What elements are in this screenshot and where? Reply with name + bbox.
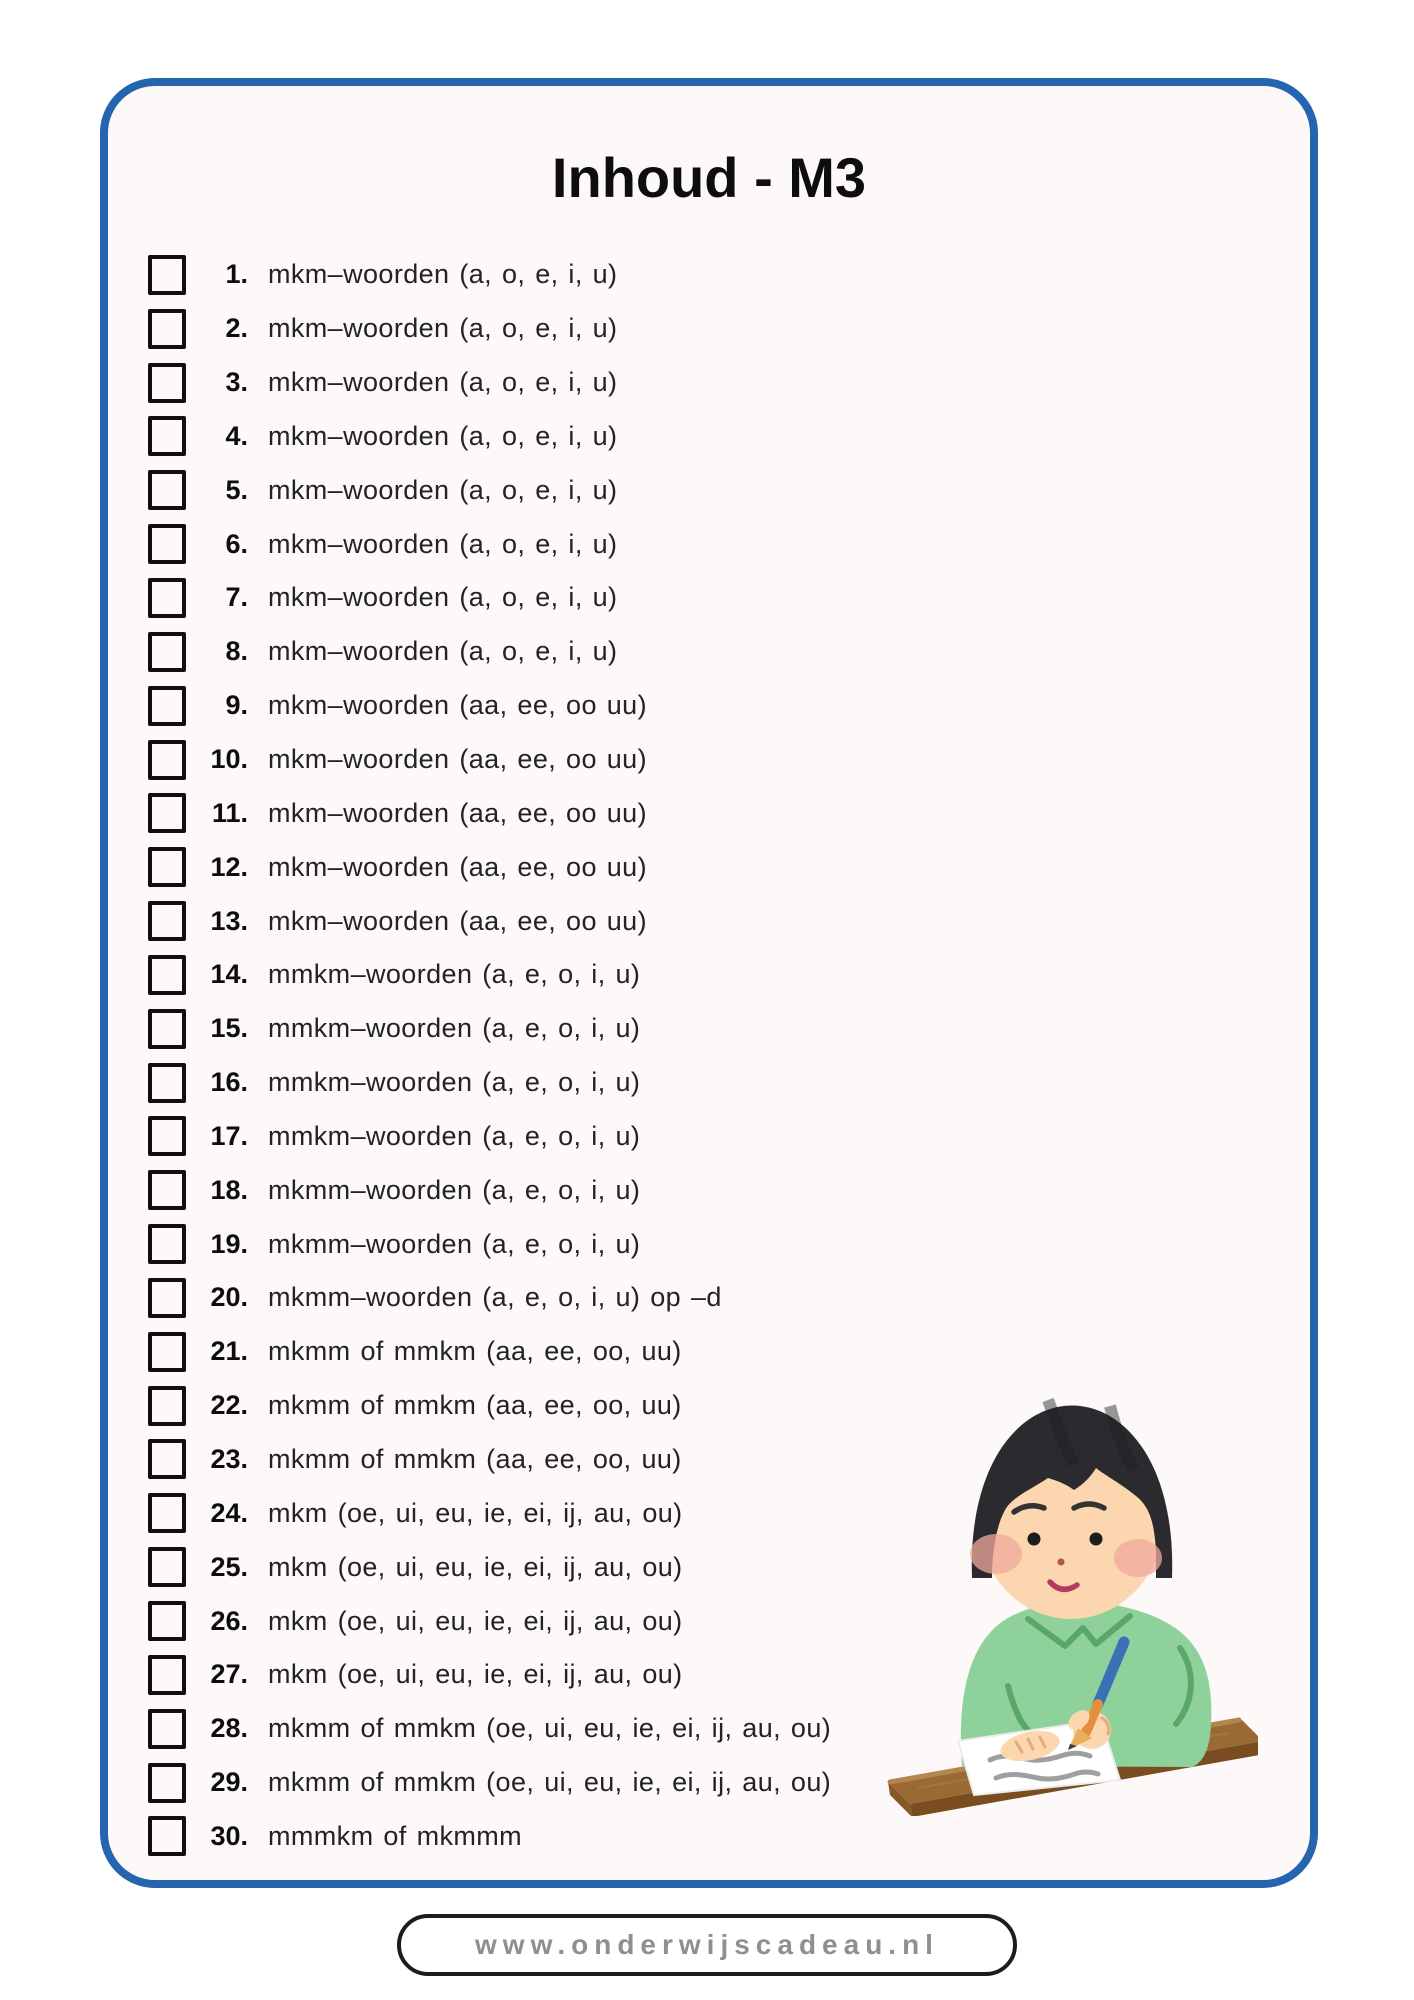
item-number: 28. [210, 1713, 248, 1744]
item-number: 27. [210, 1659, 248, 1690]
item-number: 24. [210, 1497, 248, 1528]
item-label: mkmm–woorden (a, e, o, i, u) [268, 1228, 641, 1259]
item-number: 11. [211, 797, 248, 828]
item-checkbox[interactable] [148, 1816, 186, 1856]
item-number: 26. [210, 1605, 248, 1636]
item-label: mkmm–woorden (a, e, o, i, u) [268, 1174, 641, 1205]
checklist-row [148, 1002, 831, 1056]
item-number: 1. [225, 259, 248, 290]
item-label: mmkm–woorden (a, e, o, i, u) [268, 959, 641, 990]
checklist-row [148, 1433, 831, 1487]
item-checkbox[interactable] [148, 1332, 186, 1372]
item-number: 21. [210, 1336, 248, 1367]
checklist-row [148, 1271, 831, 1325]
checklist [148, 248, 831, 1863]
item-number: 29. [210, 1767, 248, 1798]
item-label: mkm (oe, ui, eu, ie, ei, ij, au, ou) [268, 1605, 683, 1636]
item-checkbox[interactable] [148, 847, 186, 887]
item-number: 2. [225, 313, 248, 344]
item-label: mkm–woorden (aa, ee, oo uu) [268, 690, 647, 721]
item-label: mkm–woorden (a, o, e, i, u) [268, 313, 618, 344]
item-checkbox[interactable] [148, 578, 186, 618]
item-checkbox[interactable] [148, 1547, 186, 1587]
worksheet-card [100, 78, 1318, 1888]
item-label: mkmm of mmkm (aa, ee, oo, uu) [268, 1390, 682, 1421]
item-checkbox[interactable] [148, 793, 186, 833]
item-number: 17. [210, 1120, 248, 1151]
item-label: mkm (oe, ui, eu, ie, ei, ij, au, ou) [268, 1497, 683, 1528]
checklist-row [148, 463, 831, 517]
checklist-row [148, 625, 831, 679]
checklist-row [148, 733, 831, 787]
item-label: mkm–woorden (aa, ee, oo uu) [268, 851, 647, 882]
checklist-row [148, 248, 831, 302]
item-checkbox[interactable] [148, 255, 186, 295]
item-checkbox[interactable] [148, 1116, 186, 1156]
page-title: Inhoud - M3 [551, 146, 867, 209]
item-label: mkm–woorden (a, o, e, i, u) [268, 474, 618, 505]
item-checkbox[interactable] [148, 1439, 186, 1479]
item-checkbox[interactable] [148, 363, 186, 403]
item-checkbox[interactable] [148, 524, 186, 564]
item-number: 7. [225, 582, 248, 613]
item-checkbox[interactable] [148, 1063, 186, 1103]
checklist-row [148, 1110, 831, 1164]
item-label: mkmm–woorden (a, e, o, i, u) op –d [268, 1282, 722, 1313]
item-checkbox[interactable] [148, 1278, 186, 1318]
item-checkbox[interactable] [148, 470, 186, 510]
item-number: 18. [210, 1174, 248, 1205]
item-label: mkm–woorden (a, o, e, i, u) [268, 528, 618, 559]
item-number: 22. [210, 1390, 248, 1421]
checklist-row [148, 1809, 831, 1863]
item-label: mkm–woorden (aa, ee, oo uu) [268, 744, 647, 775]
item-label: mkm (oe, ui, eu, ie, ei, ij, au, ou) [268, 1551, 683, 1582]
item-checkbox[interactable] [148, 416, 186, 456]
item-label: mkm–woorden (aa, ee, oo uu) [268, 905, 647, 936]
item-checkbox[interactable] [148, 901, 186, 941]
item-label: mkm–woorden (a, o, e, i, u) [268, 259, 618, 290]
item-label: mkmm of mmkm (oe, ui, eu, ie, ei, ij, au, ou) [268, 1767, 832, 1798]
boy-writing-illustration [858, 1386, 1258, 1816]
checklist-row [148, 786, 831, 840]
checklist-row [148, 517, 831, 571]
checklist-row [148, 679, 831, 733]
checklist-row [148, 1163, 831, 1217]
checklist-row [148, 1648, 831, 1702]
item-label: mkm–woorden (a, o, e, i, u) [268, 582, 618, 613]
checklist-row [148, 1756, 831, 1810]
boy-head [970, 1400, 1172, 1619]
footer-website-pill [397, 1914, 1017, 1976]
item-checkbox[interactable] [148, 955, 186, 995]
item-label: mmkm–woorden (a, e, o, i, u) [268, 1013, 641, 1044]
checklist-row [148, 1056, 831, 1110]
item-label: mkm–woorden (a, o, e, i, u) [268, 636, 618, 667]
item-number: 10. [210, 744, 248, 775]
item-number: 30. [210, 1820, 248, 1851]
item-number: 16. [210, 1067, 248, 1098]
item-checkbox[interactable] [148, 686, 186, 726]
item-checkbox[interactable] [148, 309, 186, 349]
item-checkbox[interactable] [148, 1386, 186, 1426]
item-number: 14. [210, 959, 248, 990]
item-checkbox[interactable] [148, 632, 186, 672]
item-checkbox[interactable] [148, 1493, 186, 1533]
item-checkbox[interactable] [148, 1763, 186, 1803]
checklist-row [148, 894, 831, 948]
item-number: 23. [210, 1443, 248, 1474]
checklist-row [148, 1325, 831, 1379]
item-number: 3. [225, 367, 248, 398]
item-number: 25. [210, 1551, 248, 1582]
item-checkbox[interactable] [148, 1009, 186, 1049]
item-number: 20. [210, 1282, 248, 1313]
item-label: mmmkm of mkmmm [268, 1820, 523, 1851]
checklist-row [148, 1540, 831, 1594]
checklist-row [148, 356, 831, 410]
item-number: 19. [210, 1228, 248, 1259]
checklist-row [148, 948, 831, 1002]
item-label: mkm–woorden (a, o, e, i, u) [268, 367, 618, 398]
item-number: 6. [225, 528, 248, 559]
item-checkbox[interactable] [148, 740, 186, 780]
item-checkbox[interactable] [148, 1601, 186, 1641]
checklist-row [148, 1702, 831, 1756]
item-label: mkmm of mmkm (aa, ee, oo, uu) [268, 1336, 682, 1367]
checklist-row [148, 1594, 831, 1648]
item-number: 12. [210, 851, 248, 882]
item-number: 5. [225, 474, 248, 505]
checklist-row [148, 1486, 831, 1540]
footer-url: www.onderwijscadeau.nl [475, 1929, 939, 1960]
item-number: 4. [225, 420, 248, 451]
item-checkbox[interactable] [148, 1170, 186, 1210]
checklist-row [148, 840, 831, 894]
checklist-row [148, 1217, 831, 1271]
checklist-row [148, 410, 831, 464]
item-number: 15. [210, 1013, 248, 1044]
item-label: mmkm–woorden (a, e, o, i, u) [268, 1067, 641, 1098]
item-checkbox[interactable] [148, 1655, 186, 1695]
item-checkbox[interactable] [148, 1224, 186, 1264]
item-label: mkm–woorden (a, o, e, i, u) [268, 420, 618, 451]
item-label: mmkm–woorden (a, e, o, i, u) [268, 1120, 641, 1151]
item-number: 9. [225, 690, 248, 721]
item-number: 8. [225, 636, 248, 667]
checklist-row [148, 1379, 831, 1433]
item-label: mkmm of mmkm (oe, ui, eu, ie, ei, ij, au, ou) [268, 1713, 832, 1744]
item-checkbox[interactable] [148, 1709, 186, 1749]
item-label: mkm–woorden (aa, ee, oo uu) [268, 797, 647, 828]
item-label: mkm (oe, ui, eu, ie, ei, ij, au, ou) [268, 1659, 683, 1690]
checklist-row [148, 571, 831, 625]
item-number: 13. [210, 905, 248, 936]
item-label: mkmm of mmkm (aa, ee, oo, uu) [268, 1443, 682, 1474]
checklist-row [148, 302, 831, 356]
